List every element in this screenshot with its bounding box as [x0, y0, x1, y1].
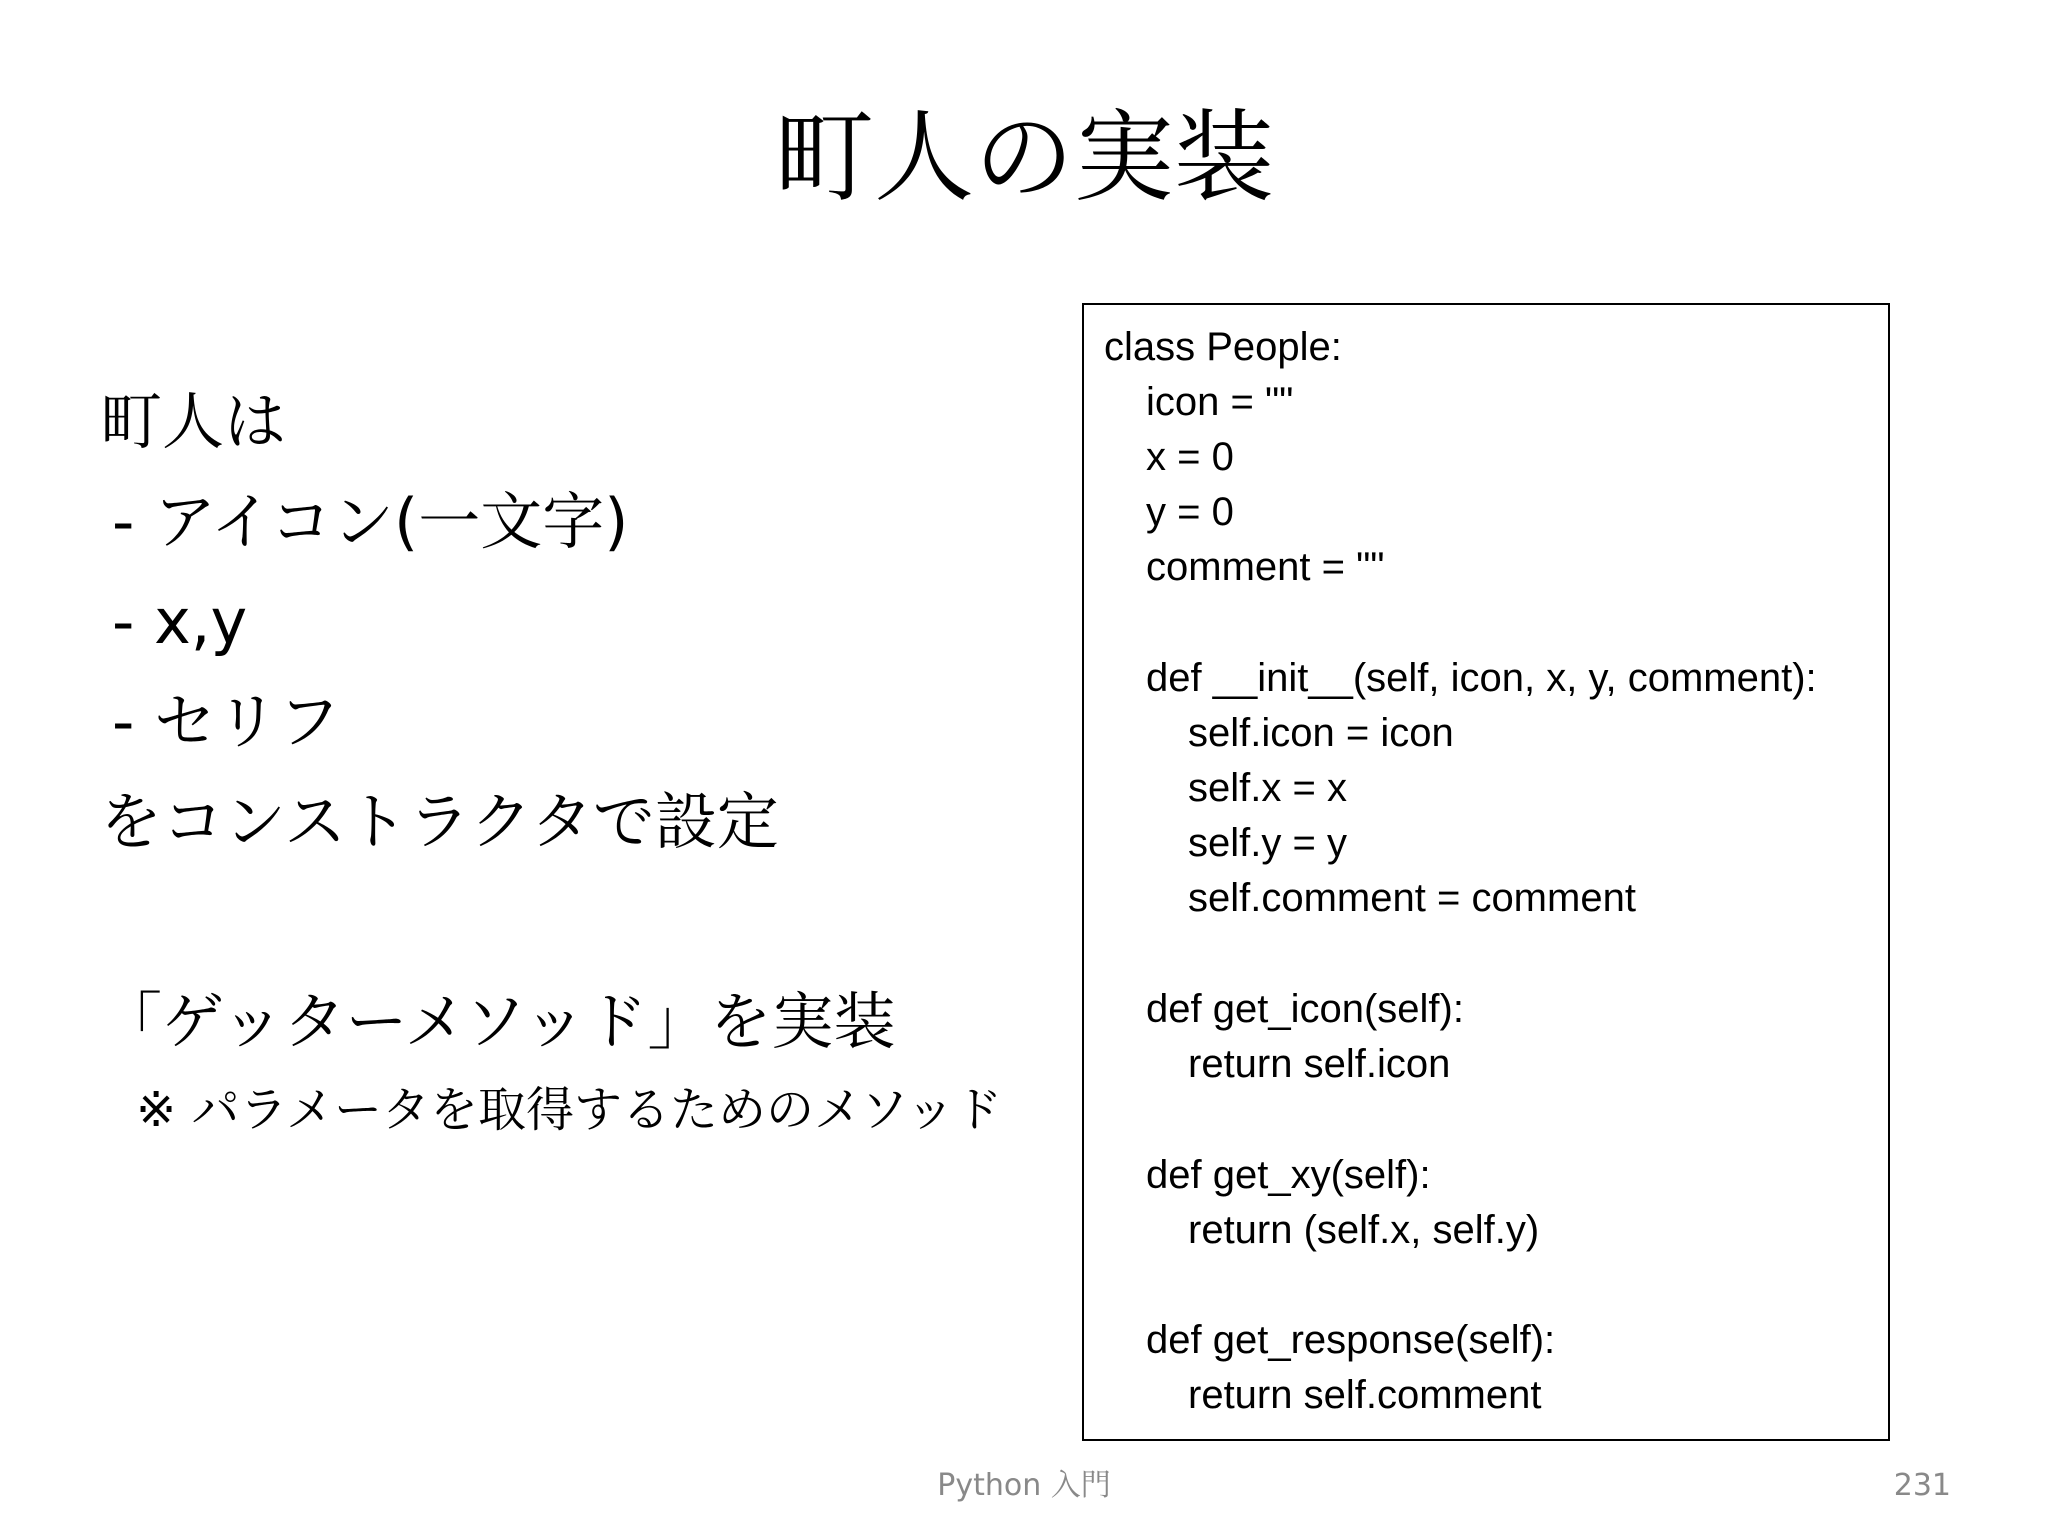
slide-title: 町人の実装: [774, 99, 1274, 216]
code-line: return (self.x, self.y): [1188, 1208, 1540, 1252]
code-line: self.icon = icon: [1188, 711, 1454, 755]
code-line: self.y = y: [1188, 821, 1347, 865]
code-line: x = 0: [1146, 435, 1234, 479]
code-line: def get_xy(self):: [1146, 1153, 1431, 1197]
getter-note: ※ パラメータを取得するためのメソッド: [136, 1082, 1003, 1138]
code-line: def __init__(self, icon, x, y, comment):: [1146, 656, 1817, 700]
bullet-icon: - アイコン(一文字): [112, 485, 629, 558]
page-number: 231: [1893, 1468, 1951, 1503]
getter-heading: 「ゲッターメソッド」を実装: [100, 985, 896, 1058]
code-line: return self.comment: [1188, 1373, 1542, 1417]
code-block: [1082, 303, 1890, 1441]
description-line: 町人は: [100, 385, 287, 458]
bullet-xy: - x,y: [112, 585, 248, 658]
footer-title: Python 入門: [937, 1468, 1111, 1503]
code-line: self.x = x: [1188, 766, 1347, 810]
bullet-comment: - セリフ: [112, 685, 341, 758]
code-line: return self.icon: [1188, 1042, 1451, 1086]
code-line: class People:: [1104, 325, 1342, 369]
code-line: def get_icon(self):: [1146, 987, 1464, 1031]
code-line: icon = "": [1146, 380, 1294, 424]
code-line: comment = "": [1146, 545, 1385, 589]
code-line: def get_response(self):: [1146, 1318, 1556, 1362]
code-line: self.comment = comment: [1188, 876, 1636, 920]
description-line: をコンストラクタで設定: [100, 785, 779, 858]
code-line: y = 0: [1146, 490, 1234, 534]
